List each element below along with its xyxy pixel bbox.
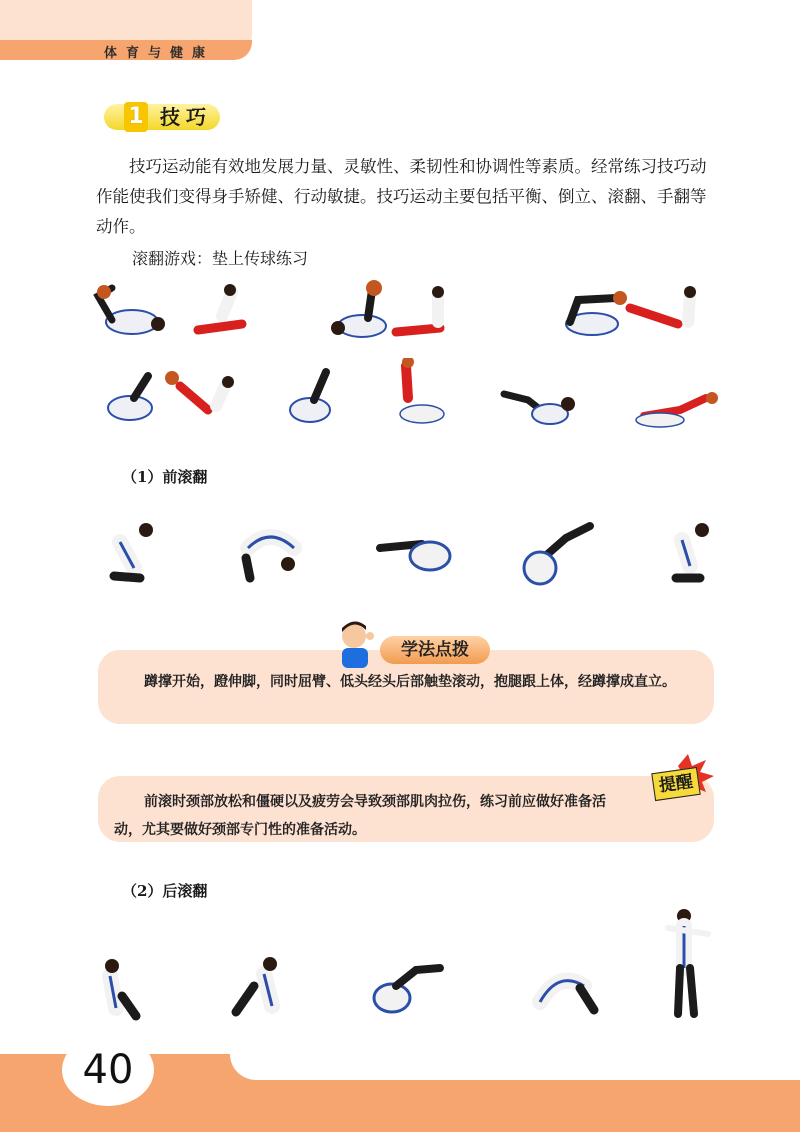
figure-ball-pass-row2	[100, 358, 720, 430]
backward-roll-label: （2）后滚翻	[122, 882, 208, 900]
reminder-box	[98, 776, 714, 842]
forward-roll-step-5	[676, 523, 709, 578]
page-number: 40	[62, 1034, 154, 1106]
pair-5-illustration	[290, 358, 444, 423]
intro-text: 技巧运动能有效地发展力量、灵敏性、柔韧性和协调性等素质。经常练习技巧动作能使我们变得身手矫健、行动敏捷。技巧运动主要包括平衡、倒立、滚翻、手翻等动作。	[96, 157, 707, 236]
pair-3-illustration	[566, 286, 696, 335]
figure-backward-roll-sequence	[96, 906, 726, 1024]
pair-2-illustration	[331, 280, 444, 337]
forward-roll-step-2	[246, 537, 295, 578]
backward-roll-step-1	[105, 959, 136, 1016]
figure-forward-roll-sequence	[100, 518, 720, 590]
pair-4-illustration	[108, 371, 234, 420]
backward-roll-step-2	[236, 957, 277, 1012]
header-title: 体育与健康	[104, 46, 215, 61]
reminder-badge: 提醒	[651, 767, 700, 801]
game-caption: 滚翻游戏：垫上传球练习	[132, 249, 309, 268]
backward-roll-step-5	[668, 909, 708, 1014]
study-tip-text: 蹲撑开始，蹬伸脚，同时屈臂、低头经头后部触垫滚动，抱腿跟上体，经蹲撑成直立。	[144, 674, 676, 690]
forward-roll-step-3	[380, 542, 450, 570]
figure-ball-pass-row1	[92, 278, 712, 348]
section-number: 1	[124, 102, 148, 132]
section-title: 技巧	[160, 105, 212, 129]
intro-paragraph	[96, 152, 722, 242]
reminder-text: 前滚时颈部放松和僵硬以及疲劳会导致颈部肌肉拉伤，练习前应做好准备活动，尤其要做好颈部专门性的准备活动。	[114, 794, 606, 838]
forward-roll-step-1	[114, 523, 153, 578]
forward-roll-step-4	[524, 526, 590, 584]
forward-roll-label: （1）前滚翻	[122, 468, 208, 486]
backward-roll-step-3	[374, 968, 440, 1012]
study-tip-badge: 学法点拨	[380, 636, 490, 664]
pair-1-illustration	[97, 284, 242, 334]
footer-notch	[230, 1054, 800, 1080]
backward-roll-step-4	[540, 981, 594, 1010]
boy-avatar-icon	[334, 618, 376, 668]
pair-6-illustration	[504, 392, 718, 427]
